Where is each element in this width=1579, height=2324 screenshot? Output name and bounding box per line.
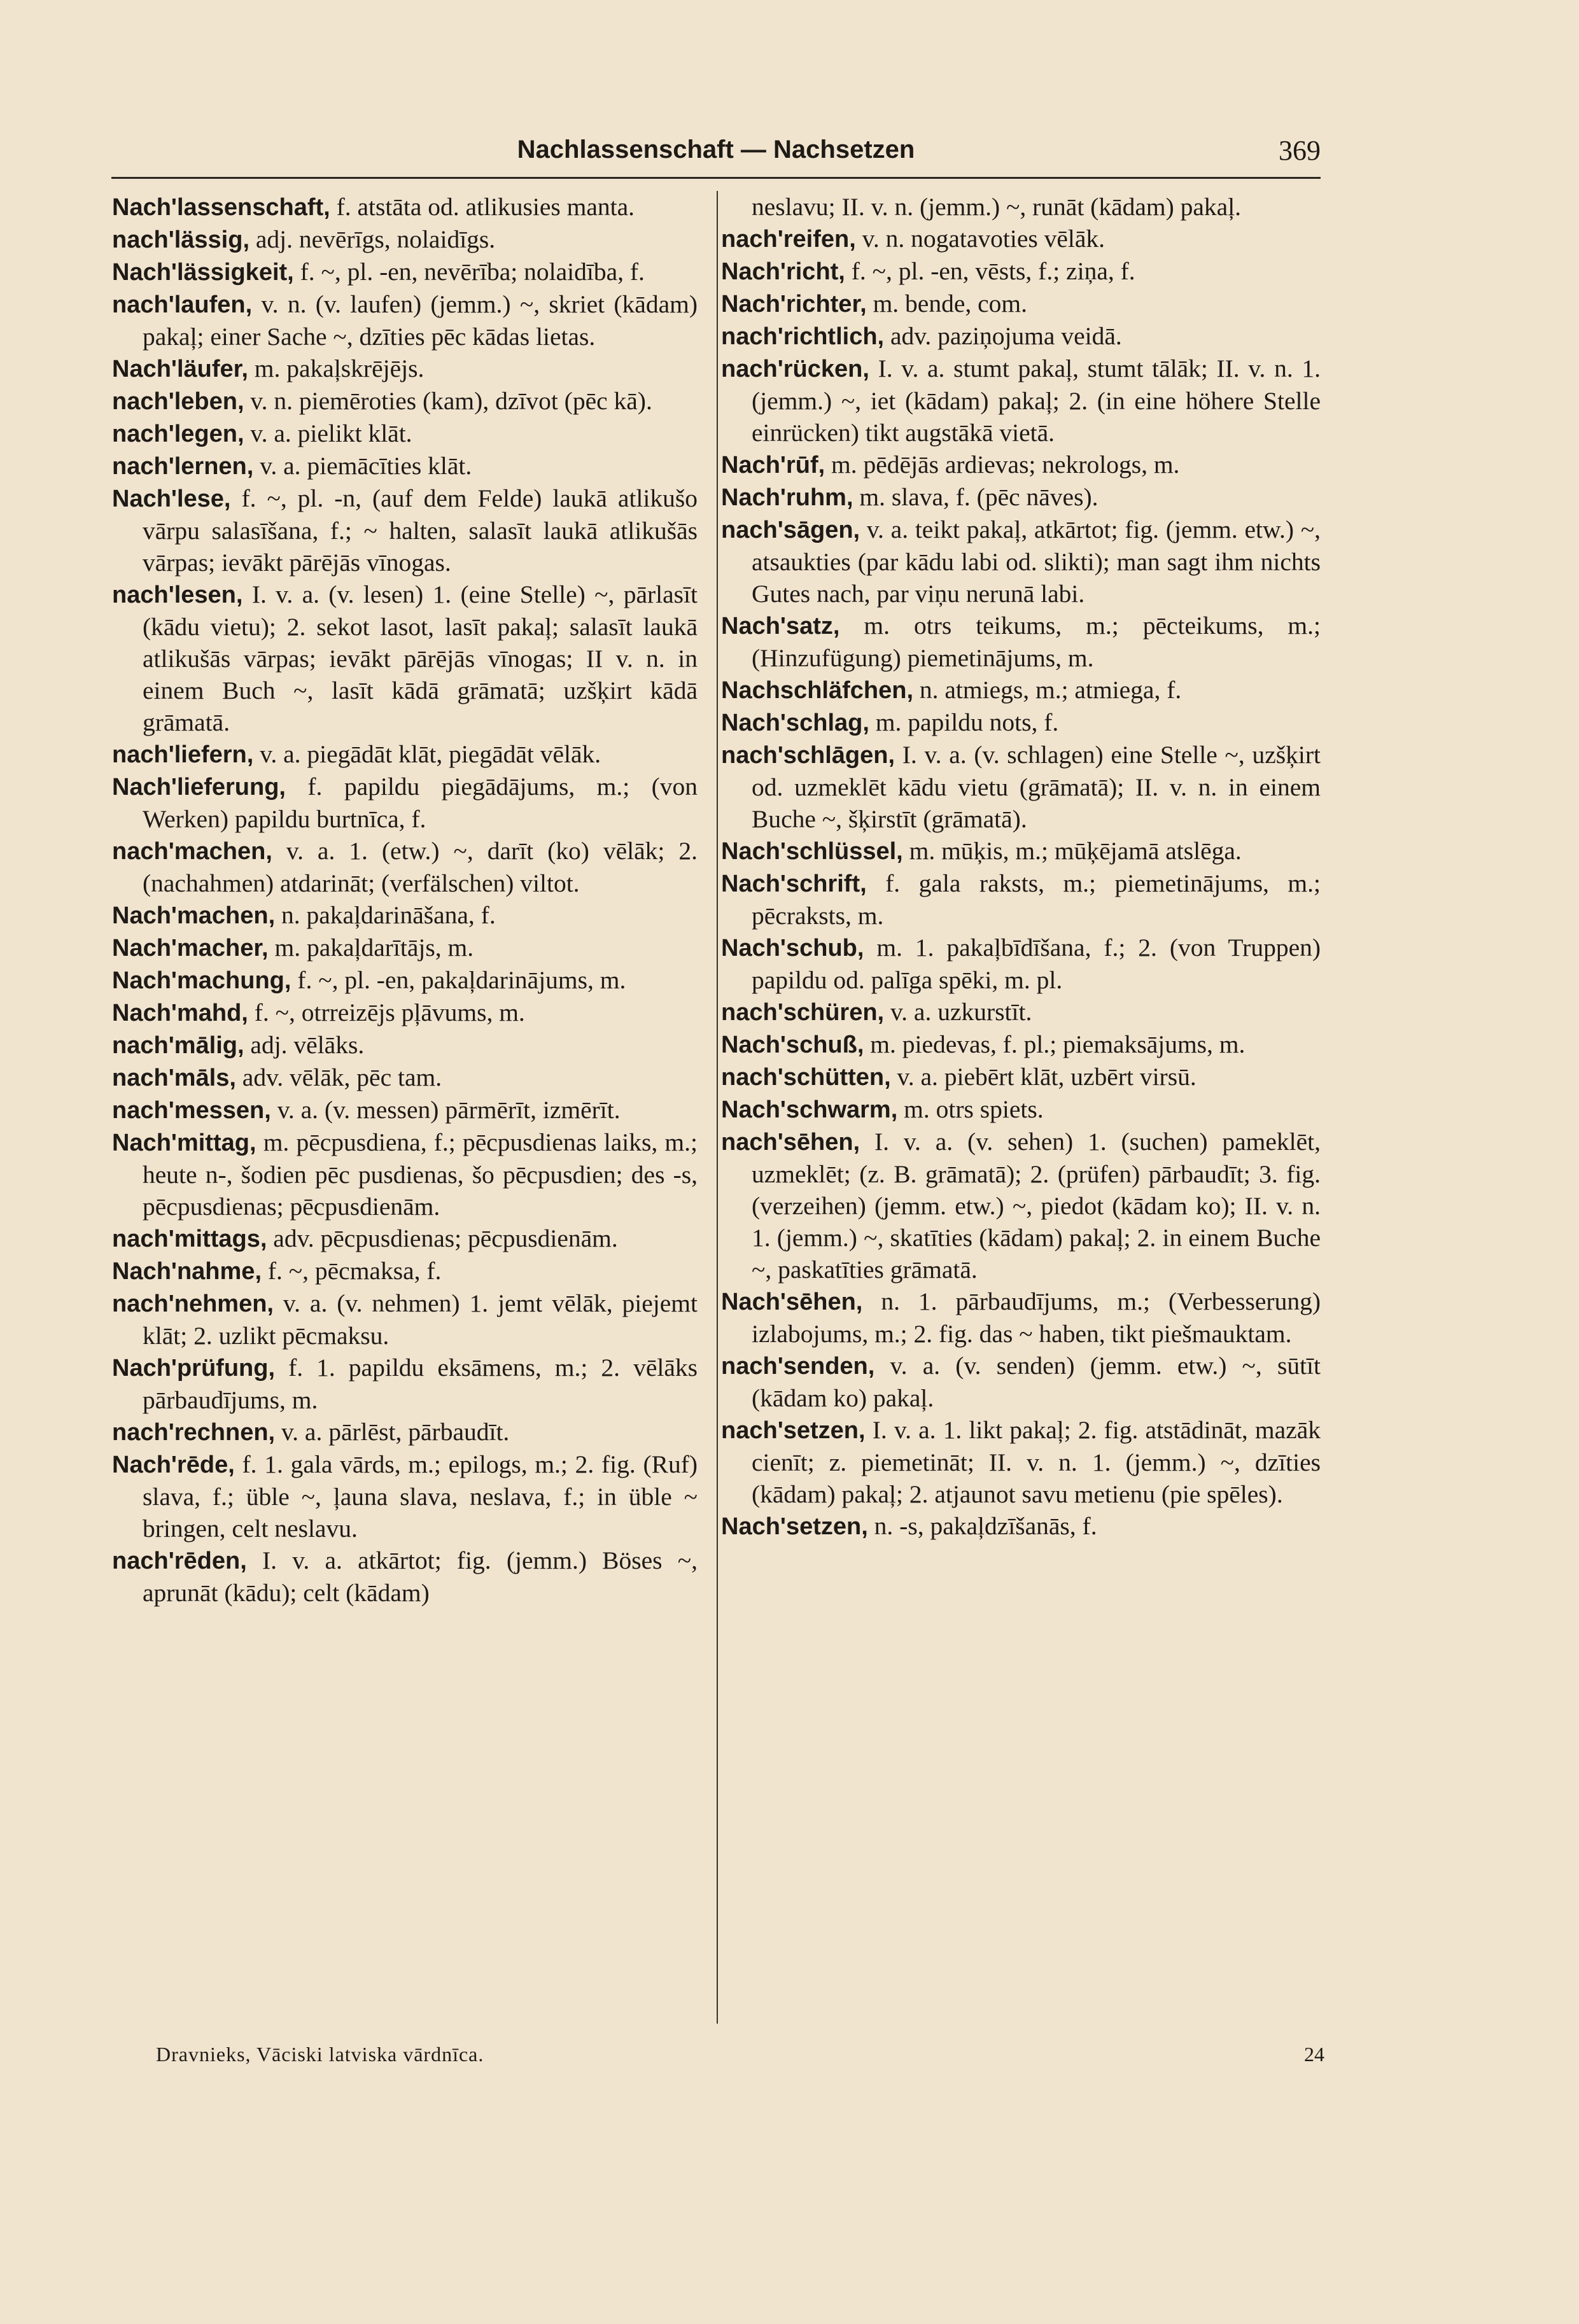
entry-headword: nach'reifen,	[721, 226, 856, 253]
entry-definition: f. 1. papildu eksāmens, m.; 2. vēlāks pārbaudījums, m.	[143, 1354, 698, 1414]
entry-headword: nach'rēden,	[112, 1548, 247, 1574]
entry-definition: v. a. (v. senden) (jemm. etw.) ~, sūtīt (kādam ko) pakaļ.	[752, 1352, 1321, 1412]
right-column	[721, 191, 1321, 1543]
dictionary-entry	[112, 1287, 698, 1352]
entry-headword: Nach'nahme,	[112, 1258, 262, 1285]
entry-definition: I. v. a. (v. lesen) 1. (eine Stelle) ~, pārlasīt (kādu vietu); 2. sekot lasot, lasīt pakaļ; salasīt laukā atlikušās vārpas; ievākt pārējās vīnogas; II v. n. in einem Buch ~, lasīt kādā grāmatā; uzšķirt kādā grāmatā.	[143, 580, 698, 736]
dictionary-entry	[112, 417, 698, 450]
entry-definition: I. v. a. atkārtot; fig. (jemm.) Böses ~, aprunāt (kādu); celt (kādam)	[143, 1546, 698, 1607]
entry-definition: v. a. (v. messen) pārmērīt, izmērīt.	[277, 1096, 621, 1124]
dictionary-entry	[112, 578, 698, 738]
entry-definition: adv. paziņojuma veidā.	[890, 322, 1122, 350]
entry-headword: nach'messen,	[112, 1097, 271, 1124]
entry-definition: I. v. a. (v. schlagen) eine Stelle ~, uzšķirt od. uzmeklēt kādu vietu (grāmatā); II. v. n. in einem Buche ~, šķirstīt (grāmatā).	[752, 741, 1321, 833]
entry-definition: v. n. (v. laufen) (jemm.) ~, skriet (kādam) pakaļ; einer Sache ~, dzīties pēc kādas lietas.	[143, 290, 698, 351]
entry-definition: m. bende, com.	[873, 290, 1027, 318]
entry-headword: nach'leben,	[112, 388, 244, 415]
entry-definition: f. ~, pl. -n, (auf dem Felde) laukā atlikušo vārpu salasīšana, f.; ~ halten, salasīt laukā atlikušās vārpas; ievākt pārējās vīnogas.	[143, 484, 698, 577]
dictionary-entry	[112, 997, 698, 1029]
dictionary-entry	[721, 353, 1321, 449]
entry-headword: Nach'schlag,	[721, 710, 869, 736]
entry-definition: f. 1. gala vārds, m.; epilogs, m.; 2. fig. (Ruf) slava, f.; üble ~, ļauna slava, neslava, f.; in üble ~ bringen, celt neslavu.	[143, 1450, 698, 1543]
dictionary-entry	[112, 932, 698, 964]
entry-headword: Nach'setzen,	[721, 1513, 868, 1540]
entry-definition: adj. nevērīgs, nolaidīgs.	[255, 225, 496, 253]
dictionary-entry	[721, 835, 1321, 867]
dictionary-entry	[721, 674, 1321, 706]
dictionary-entry	[721, 255, 1321, 288]
dictionary-entry	[112, 899, 698, 932]
dictionary-entry	[721, 867, 1321, 932]
dictionary-entry	[721, 706, 1321, 739]
entry-definition: v. a. piemācīties klāt.	[260, 452, 472, 480]
entry-headword: Nach'machen,	[112, 902, 276, 929]
left-column	[112, 191, 698, 1609]
dictionary-entry	[721, 1510, 1321, 1543]
dictionary-entry	[112, 1255, 698, 1287]
entry-definition: n. pakaļdarināšana, f.	[281, 901, 496, 929]
entry-headword: nach'sēhen,	[721, 1129, 860, 1156]
dictionary-entry	[112, 1094, 698, 1126]
entry-headword: Nachschläfchen,	[721, 677, 913, 704]
entry-headword: nach'lesen,	[112, 582, 243, 608]
dictionary-entry	[721, 1350, 1321, 1414]
entry-headword: Nach'schub,	[721, 935, 864, 962]
entry-headword: nach'lernen,	[112, 453, 254, 480]
dictionary-entry	[721, 1093, 1321, 1126]
entry-headword: nach'richtlich,	[721, 323, 885, 350]
dictionary-entry	[112, 1061, 698, 1094]
entry-headword: nach'machen,	[112, 838, 272, 865]
entry-headword: nach'rechnen,	[112, 1419, 276, 1446]
entry-definition: I. v. a. (v. sehen) 1. (suchen) pameklēt, uzmeklēt; (z. B. grāmatā); 2. (prüfen) pārbaudīt; 3. fig. (verzeihen) (jemm. etw.) ~, piedot (kādam ko); II. v. n. 1. (jemm.) ~, skatīties (kādam) pakaļ; 2. in einem Buche ~, paskatīties grāmatā.	[752, 1128, 1321, 1284]
entry-headword: Nach'rēde,	[112, 1452, 235, 1478]
entry-definition: m. otrs spiets.	[904, 1095, 1044, 1123]
entry-headword: nach'schlāgen,	[721, 742, 895, 769]
header-rule	[111, 177, 1321, 179]
dictionary-entry	[112, 223, 698, 256]
entry-definition: adv. pēcpusdienas; pēcpusdienām.	[273, 1224, 618, 1252]
dictionary-entry	[112, 835, 698, 899]
entry-definition: n. 1. pārbaudījums, m.; (Verbesserung) izlabojums, m.; 2. fig. das ~ haben, tikt piešmauktam.	[752, 1287, 1321, 1348]
dictionary-entry	[721, 1414, 1321, 1510]
entry-headword: nach'schüren,	[721, 999, 885, 1026]
entry-definition: m. pakaļskrējējs.	[254, 354, 425, 382]
dictionary-entry	[112, 1544, 698, 1609]
entry-definition: f. ~, pl. -en, vēsts, f.; ziņa, f.	[851, 257, 1135, 285]
dictionary-entry	[112, 385, 698, 417]
dictionary-entry	[721, 191, 1321, 223]
entry-definition: f. atstāta od. atlikusies manta.	[336, 193, 635, 221]
dictionary-entry	[112, 191, 698, 223]
dictionary-entry	[721, 996, 1321, 1028]
entry-definition: v. a. pielikt klāt.	[250, 419, 412, 447]
entry-headword: Nach'richter,	[721, 291, 867, 318]
running-header	[111, 130, 1321, 175]
entry-headword: Nach'schlüssel,	[721, 838, 903, 865]
entry-definition: f. papildu piegādājums, m.; (von Werken) papildu burtnīca, f.	[143, 773, 698, 833]
entry-headword: Nach'lassenschaft,	[112, 194, 330, 221]
entry-headword: Nach'ruhm,	[721, 484, 853, 511]
dictionary-entry	[112, 1029, 698, 1061]
entry-headword: Nach'macher,	[112, 935, 269, 962]
entry-definition: f. ~, otrreizējs pļāvums, m.	[254, 998, 525, 1026]
entry-headword: Nach'mahd,	[112, 1000, 248, 1026]
dictionary-entry	[112, 771, 698, 835]
entry-definition: f. ~, pl. -en, pakaļdarinājums, m.	[297, 966, 626, 994]
entry-headword: nach'sāgen,	[721, 517, 860, 543]
entry-headword: nach'rücken,	[721, 356, 869, 382]
entry-definition: adv. vēlāk, pēc tam.	[242, 1063, 442, 1091]
entry-definition: m. mūķis, m.; mūķējamā atslēga.	[909, 837, 1242, 865]
entry-headword: nach'lässig,	[112, 227, 250, 253]
dictionary-entry	[112, 1352, 698, 1416]
entry-definition: v. n. nogatavoties vēlāk.	[862, 225, 1105, 253]
page-footer	[156, 2043, 1324, 2075]
page-number: 369	[1279, 135, 1321, 166]
dictionary-entry	[112, 1222, 698, 1255]
entry-definition: m. pakaļdarītājs, m.	[274, 934, 474, 962]
entry-definition: v. a. teikt pakaļ, atkārtot; fig. (jemm. etw.) ~, atsaukties (par kādu labi od. slikti); man sagt ihm nichts Gutes nach, par viņu nerunā labi.	[752, 515, 1321, 608]
dictionary-entry	[721, 514, 1321, 610]
entry-headword: Nach'satz,	[721, 613, 840, 640]
entry-headword: nach'liefern,	[112, 741, 254, 768]
dictionary-entry	[721, 610, 1321, 674]
entry-headword: Nach'schrift,	[721, 871, 867, 897]
entry-headword: Nach'prüfung,	[112, 1355, 276, 1382]
entry-definition: v. a. (v. nehmen) 1. jemt vēlāk, piejemt klāt; 2. uzlikt pēcmaksu.	[143, 1289, 698, 1350]
entry-headword: nach'mittags,	[112, 1226, 267, 1252]
entry-definition: v. a. uzkurstīt.	[890, 998, 1032, 1026]
entry-headword: nach'senden,	[721, 1353, 875, 1380]
entry-definition: v. n. piemēroties (kam), dzīvot (pēc kā).	[250, 387, 652, 415]
entry-definition: I. v. a. 1. likt pakaļ; 2. fig. atstādināt, mazāk cienīt; z. piemetināt; II. v. n. 1. (jemm.) ~, dzīties (kādam) pakaļ; 2. atjaunot savu metienu (pie spēles).	[752, 1416, 1321, 1508]
dictionary-entry	[112, 738, 698, 771]
entry-headword: Nach'läufer,	[112, 356, 248, 382]
entry-definition: f. gala raksts, m.; piemetinājums, m.; pēcraksts, m.	[752, 869, 1321, 930]
dictionary-entry	[112, 288, 698, 353]
dictionary-entry	[112, 964, 698, 997]
entry-headword: Nach'mittag,	[112, 1130, 256, 1156]
entry-definition: I. v. a. stumt pakaļ, stumt tālāk; II. v. n. 1. (jemm.) ~, iet (kādam) pakaļ; 2. (in eine höhere Stelle einrücken) tikt augstākā vietā.	[752, 354, 1321, 447]
dictionary-entry	[721, 288, 1321, 320]
entry-headword: Nach'lese,	[112, 486, 231, 512]
entry-definition: adj. vēlāks.	[250, 1031, 365, 1059]
dictionary-entry	[112, 450, 698, 482]
entry-definition: f. ~, pl. -en, nevērība; nolaidība, f.	[300, 258, 645, 286]
entry-definition: n. -s, pakaļdzīšanās, f.	[874, 1512, 1097, 1540]
entry-headword: Nach'richt,	[721, 258, 845, 285]
entry-definition: m. pēcpusdiena, f.; pēcpusdienas laiks, m.; heute n-, šodien pēc pusdienas, šo pēcpusdien; des -s, pēcpusdienas; pēcpusdienām.	[143, 1128, 698, 1221]
entry-definition: m. 1. pakaļbīdīšana, f.; 2. (von Truppen) papildu od. palīga spēki, m. pl.	[752, 934, 1321, 994]
running-title: Nachlassenschaft — Nachsetzen	[517, 136, 915, 164]
entry-headword: Nach'rūf,	[721, 452, 825, 479]
source-note: Dravnieks, Vāciski latviska vārdnīca.	[156, 2043, 484, 2066]
entry-definition: n. atmiegs, m.; atmiega, f.	[919, 676, 1182, 704]
entry-headword: nach'setzen,	[721, 1417, 866, 1444]
entry-headword: nach'mālig,	[112, 1032, 244, 1059]
dictionary-entry	[112, 1126, 698, 1222]
dictionary-entry	[721, 320, 1321, 353]
dictionary-entry	[112, 1416, 698, 1448]
entry-definition: m. otrs teikums, m.; pēcteikums, m.; (Hinzufügung) piemetinājums, m.	[752, 612, 1321, 672]
dictionary-entry	[112, 353, 698, 385]
dictionary-entry	[721, 481, 1321, 514]
entry-definition: v. a. piegādāt klāt, piegādāt vēlāk.	[260, 740, 601, 768]
column-divider	[717, 191, 718, 2024]
dictionary-entry	[112, 1448, 698, 1544]
entry-definition: m. slava, f. (pēc nāves).	[859, 483, 1098, 511]
entry-headword: nach'nehmen,	[112, 1291, 274, 1317]
entry-headword: Nach'lässigkeit,	[112, 259, 294, 286]
entry-headword: nach'laufen,	[112, 291, 253, 318]
entry-headword: Nach'schuß,	[721, 1032, 864, 1058]
entry-definition: m. pēdējās ardievas; nekrologs, m.	[831, 451, 1180, 479]
entry-headword: Nach'machung,	[112, 967, 291, 994]
dictionary-entry	[721, 1126, 1321, 1285]
entry-headword: Nach'lieferung,	[112, 774, 286, 801]
entry-headword: nach'schütten,	[721, 1064, 891, 1091]
signature-mark: 24	[1304, 2043, 1324, 2066]
entry-definition: m. piedevas, f. pl.; piemaksājums, m.	[870, 1030, 1246, 1058]
dictionary-entry	[112, 482, 698, 578]
entry-definition: f. ~, pēcmaksa, f.	[267, 1257, 442, 1285]
dictionary-entry	[721, 1061, 1321, 1093]
entry-definition: neslavu; II. v. n. (jemm.) ~, runāt (kādam) pakaļ.	[752, 193, 1242, 221]
entry-definition: v. a. piebērt klāt, uzbērt virsū.	[897, 1063, 1197, 1091]
dictionary-entry	[721, 223, 1321, 255]
dictionary-entry	[721, 1285, 1321, 1350]
entry-definition: m. papildu nots, f.	[875, 708, 1059, 736]
entry-headword: Nach'sēhen,	[721, 1289, 863, 1315]
entry-headword: Nach'schwarm,	[721, 1096, 898, 1123]
entry-definition: v. a. 1. (etw.) ~, darīt (ko) vēlāk; 2. (nachahmen) atdarināt; (verfälschen) viltot.	[143, 837, 698, 897]
dictionary-entry	[721, 449, 1321, 481]
entry-headword: nach'māls,	[112, 1065, 236, 1091]
dictionary-entry	[721, 932, 1321, 996]
entry-definition: v. a. pārlēst, pārbaudīt.	[281, 1418, 510, 1446]
dictionary-entry	[112, 256, 698, 288]
dictionary-entry	[721, 739, 1321, 835]
entry-headword: nach'legen,	[112, 421, 244, 447]
dictionary-entry	[721, 1028, 1321, 1061]
